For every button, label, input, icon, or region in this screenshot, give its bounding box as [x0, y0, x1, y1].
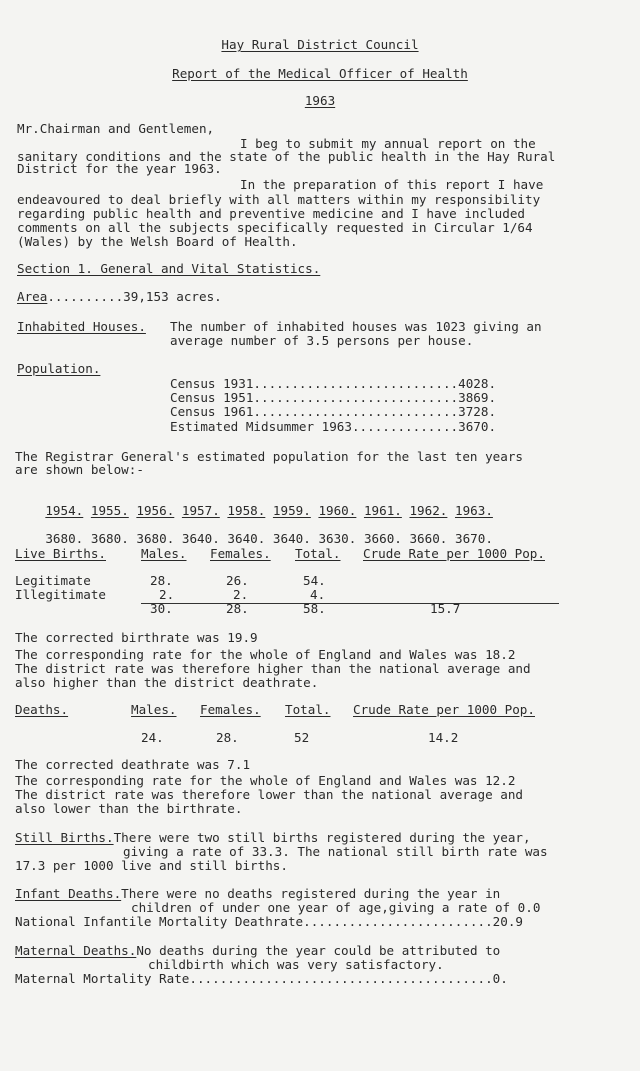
intro-line: regarding public health and preventive medicine and I have included	[17, 206, 525, 221]
deaths-cell: 52	[294, 730, 310, 745]
births-total-cell: 58.	[303, 601, 326, 616]
births-cell: 26.	[226, 573, 249, 588]
deaths-text: The corresponding rate for the whole of England and Wales was 12.2	[15, 773, 516, 788]
population-label: Population.	[17, 361, 101, 376]
registrar-text: The Registrar General's estimated population for the last ten years	[15, 449, 523, 464]
inhabited-houses-label: Inhabited Houses.	[17, 319, 146, 334]
deaths-col-males: Males.	[131, 702, 177, 717]
year-cell: 1955.	[90, 503, 129, 518]
births-col-males: Males.	[141, 546, 187, 561]
births-text: The corrected birthrate was 19.9	[15, 630, 258, 645]
births-row-label: Illegitimate	[15, 587, 106, 602]
births-cell: 2.	[159, 587, 175, 602]
intro-line: sanitary conditions and the state of the public health in the Hay Rural	[17, 149, 556, 164]
population-cell: 3670.	[454, 531, 493, 546]
intro-line: District for the year 1963.	[17, 161, 222, 176]
intro-line: In the preparation of this report I have	[240, 177, 544, 192]
births-text: also higher than the district deathrate.	[15, 675, 319, 690]
inhabited-houses-text: The number of inhabited houses was 1023 giving an	[170, 319, 542, 334]
population-cell: 3640.	[272, 531, 311, 546]
section-heading: Section 1. General and Vital Statistics.	[17, 261, 321, 276]
intro-line: (Wales) by the Welsh Board of Health.	[17, 234, 298, 249]
deaths-col-total: Total.	[285, 702, 331, 717]
deaths-col-rate: Crude Rate per 1000 Pop.	[353, 702, 535, 717]
deaths-text: also lower than the birthrate.	[15, 801, 243, 816]
inhabited-houses-text: average number of 3.5 persons per house.	[170, 333, 474, 348]
registrar-text: are shown below:-	[15, 462, 144, 477]
year-cell: 1961.	[363, 503, 402, 518]
population-cell: 3640.	[227, 531, 266, 546]
census-line: Estimated Midsummer 1963..............3670.	[170, 419, 497, 434]
births-cell: 28.	[150, 573, 173, 588]
births-text: The district rate was therefore higher than the national average and	[15, 661, 531, 676]
year-cell: 1963.	[454, 503, 493, 518]
area-line: Area..........39,153 acres.	[17, 289, 222, 304]
deaths-text: The corrected deathrate was 7.1	[15, 757, 251, 772]
year-cell: 1956.	[136, 503, 175, 518]
intro-line: I beg to submit my annual report on the	[240, 136, 536, 151]
population-cell: 3630.	[318, 531, 357, 546]
year-cell: 1960.	[318, 503, 357, 518]
maternal-deaths-line: Maternal Deaths.No deaths during the year could be attributed to	[15, 943, 501, 958]
births-cell: 54.	[303, 573, 326, 588]
deaths-col-females: Females.	[200, 702, 261, 717]
report-title: Report of the Medical Officer of Health	[172, 66, 468, 81]
report-year: 1963	[304, 93, 336, 108]
births-col-rate: Crude Rate per 1000 Pop.	[363, 546, 545, 561]
year-cell: 1954.	[45, 503, 84, 518]
salutation: Mr.Chairman and Gentlemen,	[17, 121, 215, 136]
live-births-label: Live Births.	[15, 546, 106, 561]
year-cell: 1962.	[409, 503, 448, 518]
births-total-cell: 30.	[150, 601, 173, 616]
deaths-text: The district rate was therefore lower than the national average and	[15, 787, 523, 802]
births-cell: 4.	[310, 587, 326, 602]
maternal-deaths-line: Maternal Mortality Rate........................................0.	[15, 971, 508, 986]
year-cell: 1959.	[272, 503, 311, 518]
births-col-females: Females.	[210, 546, 271, 561]
population-cell: 3640.	[181, 531, 220, 546]
births-row-label: Legitimate	[15, 573, 91, 588]
census-line: Census 1961...........................3728.	[170, 404, 497, 419]
births-rate-cell: 15.7	[430, 601, 461, 616]
infant-deaths-line: Infant Deaths.There were no deaths registered during the year in	[15, 886, 501, 901]
population-cell: 3680.	[90, 531, 129, 546]
deaths-cell: 24.	[141, 730, 164, 745]
deaths-label: Deaths.	[15, 702, 69, 717]
infant-deaths-line: children of under one year of age,giving a rate of 0.0	[131, 900, 541, 915]
population-cell: 3680.	[45, 531, 84, 546]
intro-line: endeavoured to deal briefly with all matters within my responsibility	[17, 192, 541, 207]
births-cell: 2.	[233, 587, 249, 602]
births-total-cell: 28.	[226, 601, 249, 616]
population-cell: 3660.	[409, 531, 448, 546]
census-line: Census 1931...........................4028.	[170, 376, 497, 391]
census-line: Census 1951...........................3869.	[170, 390, 497, 405]
births-text: The corresponding rate for the whole of England and Wales was 18.2	[15, 647, 516, 662]
still-births-line: Still Births.There were two still births registered during the year,	[15, 830, 531, 845]
year-cell: 1958.	[227, 503, 266, 518]
table-rule	[141, 603, 559, 604]
year-cell: 1957.	[181, 503, 220, 518]
council-title: Hay Rural District Council	[221, 37, 419, 52]
deaths-cell: 28.	[216, 730, 239, 745]
still-births-line: 17.3 per 1000 live and still births.	[15, 858, 288, 873]
intro-line: comments on all the subjects specifically requested in Circular 1/64	[17, 220, 533, 235]
maternal-deaths-line: childbirth which was very satisfactory.	[148, 957, 444, 972]
deaths-rate-cell: 14.2	[428, 730, 459, 745]
population-cell: 3680.	[136, 531, 175, 546]
infant-deaths-line: National Infantile Mortality Deathrate.........................20.9	[15, 914, 523, 929]
births-col-total: Total.	[295, 546, 341, 561]
still-births-line: giving a rate of 33.3. The national still birth rate was	[123, 844, 548, 859]
population-cell: 3660.	[363, 531, 402, 546]
